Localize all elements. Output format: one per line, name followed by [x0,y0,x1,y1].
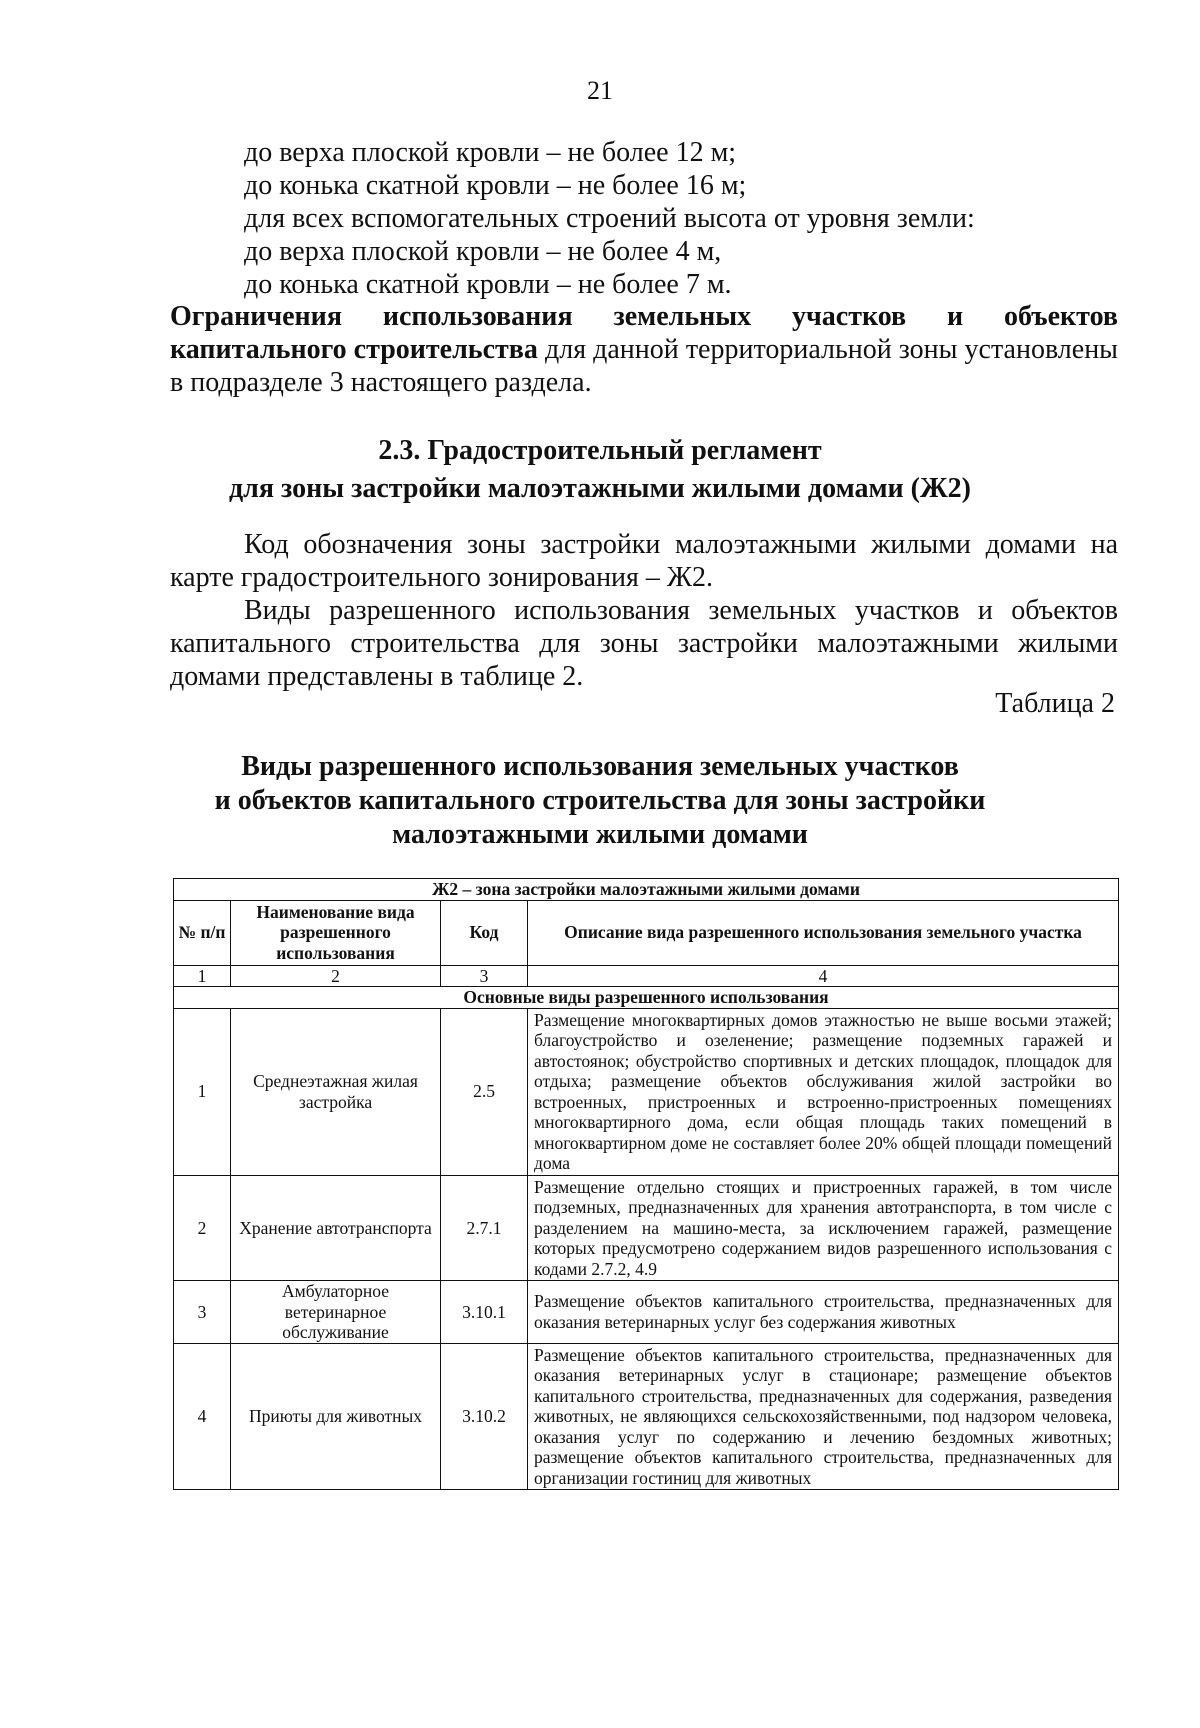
permitted-uses-table [173,878,1119,1490]
row-description: Размещение отдельно стоящих и пристроенных гаражей, в том числе подземных, предназначенных для хранения автотранспорта, в том числе с разделением на машино-места, за исключением гаражей, размещение которых предусмотрено содержанием видов разрешенного использования с кодами 2.7.2, 4.9 [528,1175,1119,1281]
section-cell: Основные виды разрешенного использования [174,987,1119,1009]
section-row [174,987,1119,1009]
paragraph-text: Код обозначения зоны застройки малоэтажными жилыми домами на карте градостроительного зонирования – Ж2. [170,529,1118,593]
table-title-line: Виды разрешенного использования земельных участков [241,751,959,782]
column-number: 1 [174,965,231,987]
restrictions-paragraph [170,300,1118,399]
zone-row [174,879,1119,901]
header-num: № п/п [174,900,231,965]
row-code: 3.10.2 [441,1343,528,1490]
row-code: 3.10.1 [441,1281,528,1344]
row-description: Размещение объектов капитального строительства, предназначенных для оказания ветеринарных услуг в стационаре; размещение объектов капитального строительства, предназначенных для содержания, разведения животных, не являющихся сельскохозяйственными, под надзором человека, оказания услуг по содержанию и лечению бездомных животных; размещение объектов капитального строительства, предназначенных для организации гостиниц для животных [528,1343,1119,1490]
table-row [174,1175,1119,1281]
uses-intro-paragraph [170,594,1118,693]
header-description: Описание вида разрешенного использования земельного участка [528,900,1119,965]
height-limit-line: до конька скатной кровли – не более 16 м; [244,170,747,201]
section-title-line-1: 2.3. Градостроительный регламент [378,435,822,466]
row-num: 1 [174,1008,231,1175]
table-row [174,1343,1119,1490]
row-description: Размещение объектов капитального строительства, предназначенных для оказания ветеринарных услуг без содержания животных [528,1281,1119,1344]
table-caption: Таблица 2 [995,688,1115,719]
row-name: Хранение автотранспорта [231,1175,441,1281]
page-number: 21 [587,76,613,105]
row-name: Среднеэтажная жилая застройка [231,1008,441,1175]
row-code: 2.5 [441,1008,528,1175]
row-name: Приюты для животных [231,1343,441,1490]
zone-code-paragraph [170,528,1118,594]
header-row [174,900,1119,965]
height-limit-line: до конька скатной кровли – не более 7 м. [244,269,732,300]
row-code: 2.7.1 [441,1175,528,1281]
column-number: 4 [528,965,1119,987]
table-title-line: и объектов капитального строительства для зоны застройки [214,785,986,816]
header-name: Наименование вида разрешенного использования [231,900,441,965]
table-title [0,750,1200,852]
row-description: Размещение многоквартирных домов этажностью не выше восьми этажей; благоустройство и озеленение; размещение подземных гаражей и автостоянок; обустройство спортивных и детских площадок, площадок для отдыха; размещение объектов обслуживания жилой застройки во встроенных, пристроенных и встроенно-пристроенных помещениях многоквартирного дома, если общая площадь таких помещений в многоквартирном доме не составляет более 20% общей площади помещений дома [528,1008,1119,1175]
column-number: 3 [441,965,528,987]
paragraph-text: Виды разрешенного использования земельных участков и объектов капитального строительства для зоны застройки малоэтажными жилыми домами представлены в таблице 2. [170,595,1118,692]
row-num: 2 [174,1175,231,1281]
section-title-line-2: для зоны застройки малоэтажными жилыми домами (Ж2) [229,473,971,504]
height-limit-line: до верха плоской кровли – не более 12 м; [244,137,737,168]
zone-cell: Ж2 – зона застройки малоэтажными жилыми домами [174,879,1119,901]
height-limits-list [244,136,1144,301]
restrictions-bold-text: Ограничения использования земельных участков и объектов капитального строительства [170,301,1118,365]
column-number-row [174,965,1119,987]
height-limit-line: до верха плоской кровли – не более 4 м, [244,236,722,267]
row-num: 4 [174,1343,231,1490]
height-limit-line: для всех вспомогательных строений высота от уровня земли: [244,203,975,234]
table-row [174,1008,1119,1175]
column-number: 2 [231,965,441,987]
row-num: 3 [174,1281,231,1344]
row-name: Амбулаторное ветеринарное обслуживание [231,1281,441,1344]
restrictions-text: для данной территориальной зоны установлены в подразделе 3 настоящего раздела. [170,334,1118,398]
table-title-line: малоэтажными жилыми домами [392,819,808,850]
header-code: Код [441,900,528,965]
table-row [174,1281,1119,1344]
